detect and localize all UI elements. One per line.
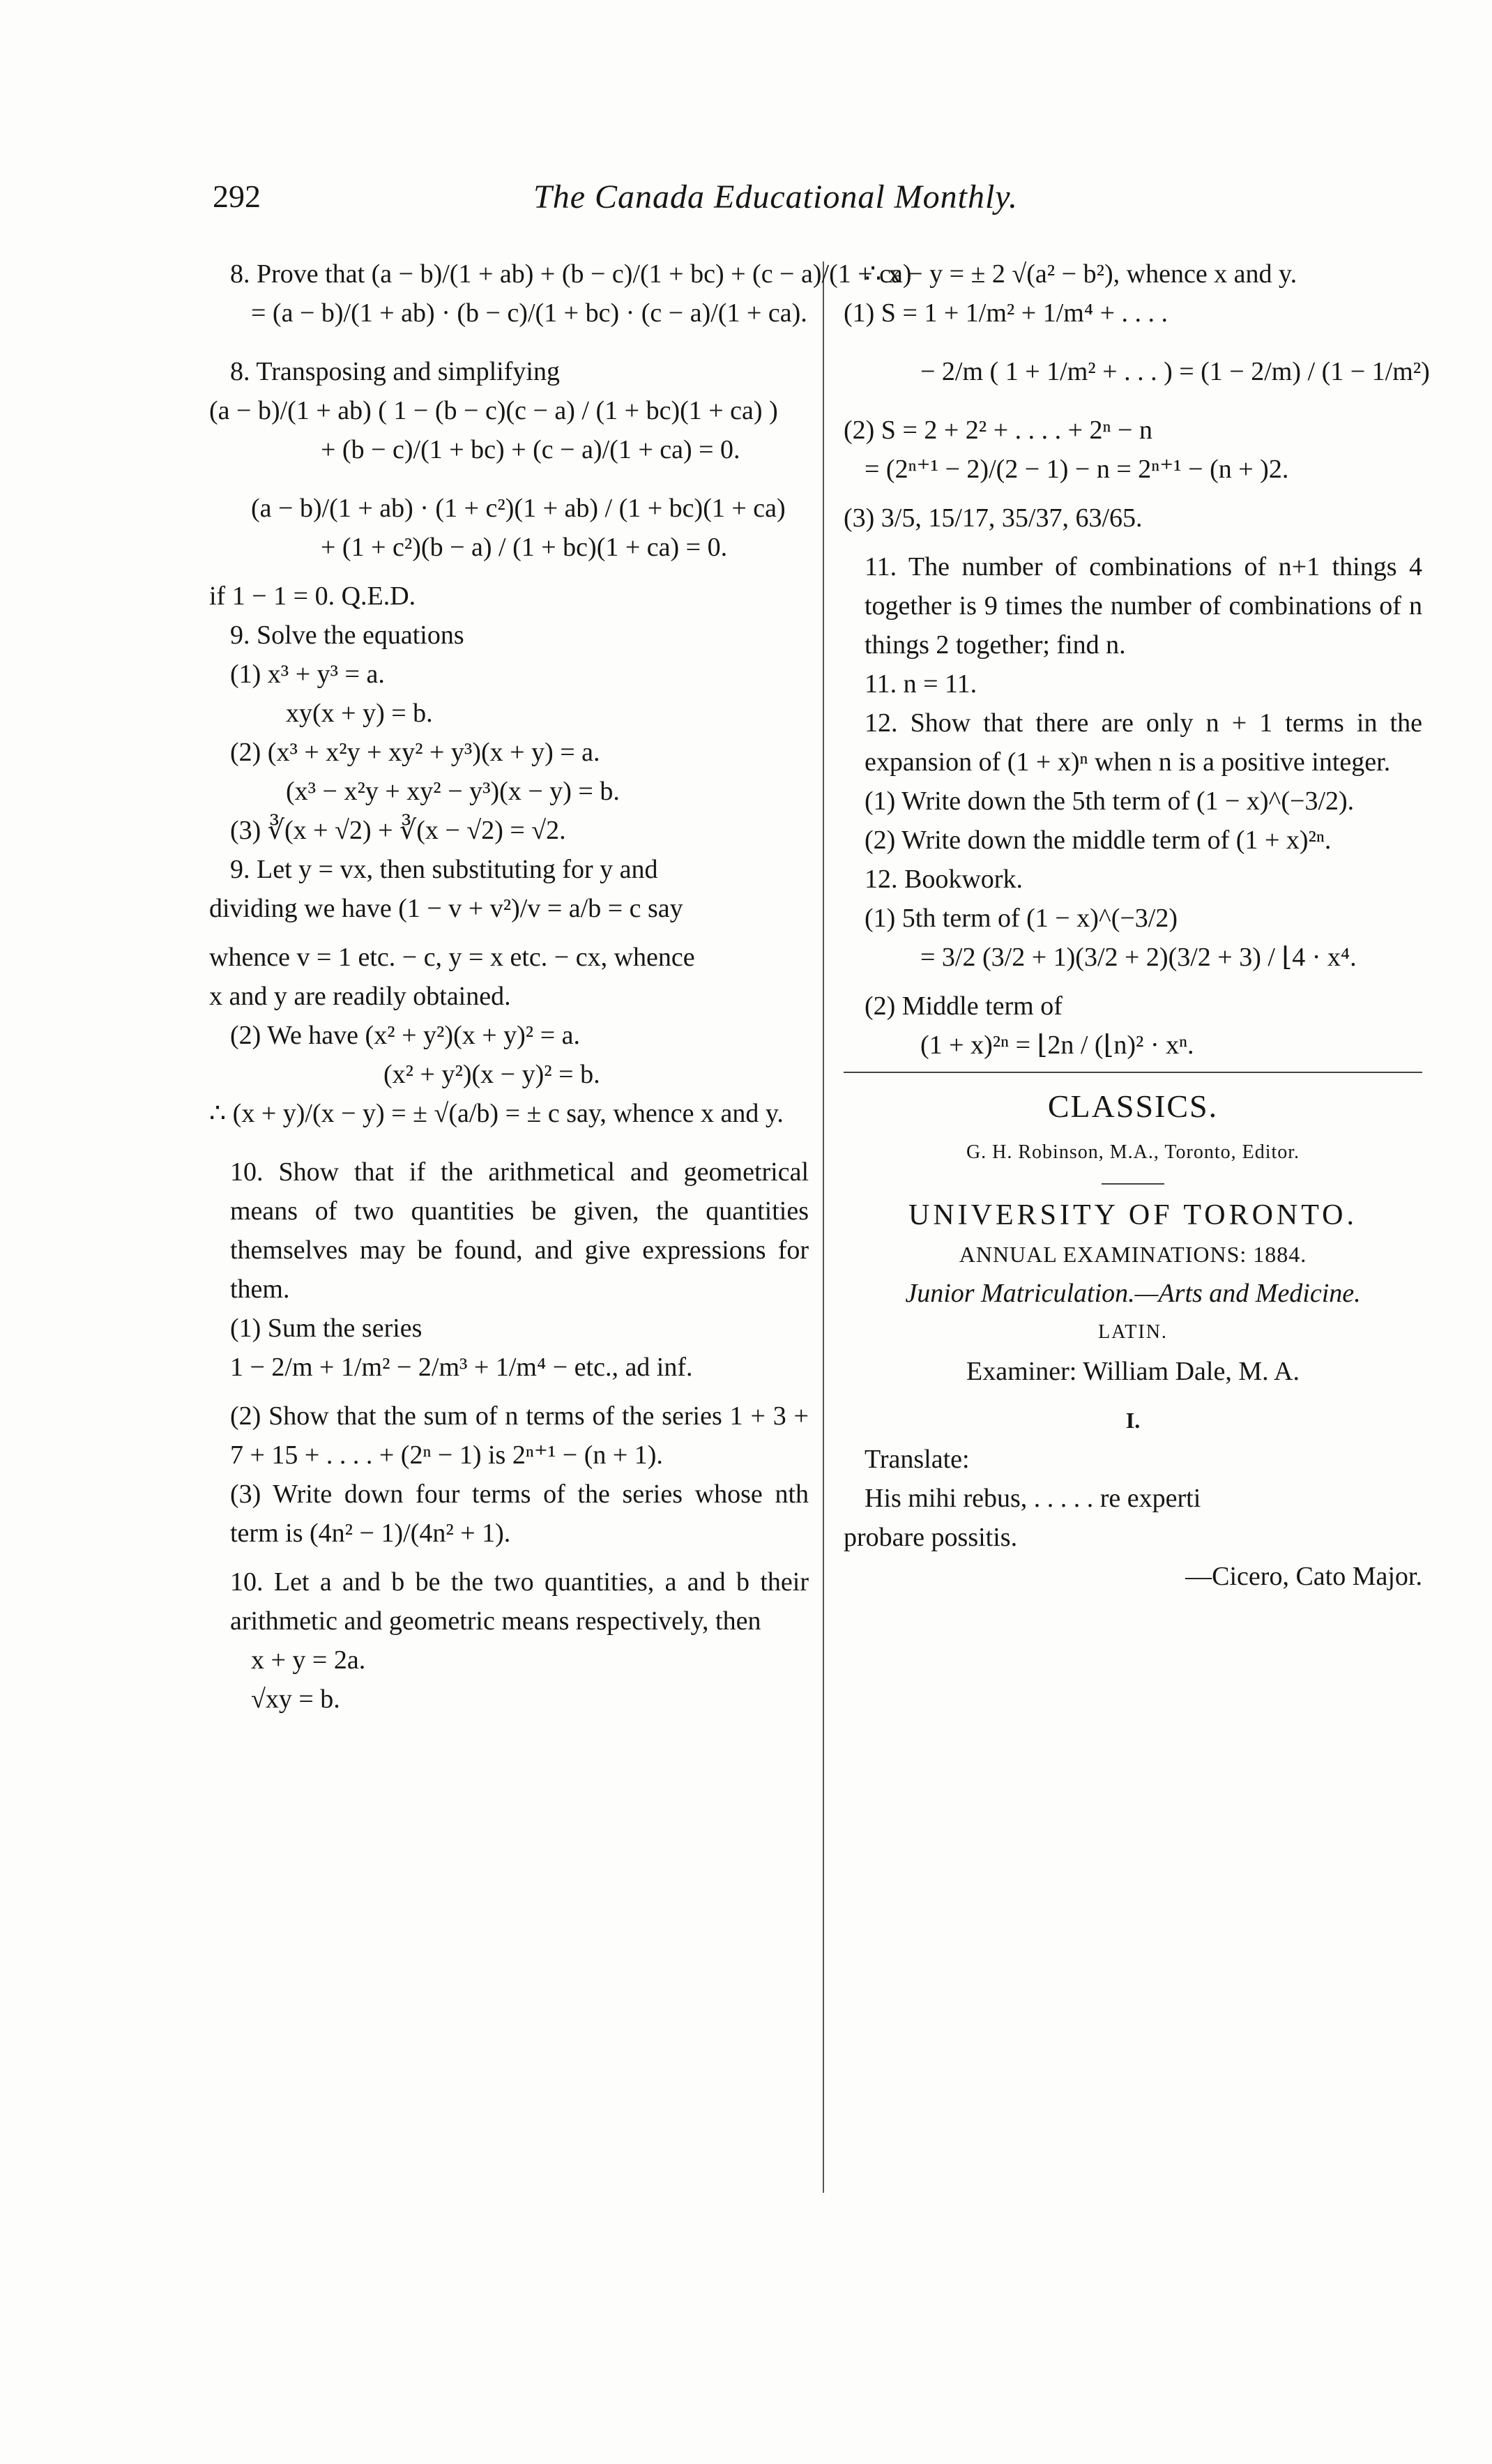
text-line: = (2ⁿ⁺¹ − 2)/(2 − 1) − n = 2ⁿ⁺¹ − (n + )2. [865,455,1289,484]
text-line: (1) x³ + y³ = a. [230,660,385,689]
spacer [209,1133,809,1153]
spacer [844,333,1422,352]
spacer [209,1553,809,1562]
text-line: ∴ (x + y)/(x − y) = ± √(a/b) = ± c say, whence x and y. [209,1099,784,1128]
text-line: = (a − b)/(1 + ab) · (b − c)/(1 + bc) · (c − a)/(1 + ca). [251,298,807,328]
editor-line: G. H. Robinson, M.A., Toronto, Editor. [966,1141,1300,1163]
text-line: ∴ x − y = ± 2 √(a² − b²), whence x and y. [865,259,1297,289]
text-line: 11. n = 11. [865,669,977,699]
text-line: (1) Sum the series [230,1314,423,1343]
spacer [209,928,809,938]
subject-heading: LATIN. [1098,1321,1168,1343]
text-line: (2) (x³ + x²y + xy² + y³)(x + y) = a. [230,738,600,767]
translate-instruction: Translate: [865,1445,970,1474]
text-line: dividing we have (1 − v + v²)/v = a/b = c say [209,894,683,923]
text-line: (1) Write down the 5th term of (1 − x)^(−3/2). [865,786,1355,816]
spacer [844,977,1422,987]
junior-matriculation-heading: Junior Matriculation.—Arts and Medicine. [905,1279,1361,1308]
text-line: 9. Let y = vx, then substituting for y and [230,855,658,884]
text-line: x and y are readily obtained. [209,982,511,1011]
examiner-line: Examiner: William Dale, M. A. [966,1357,1300,1386]
text-line: (1) 5th term of (1 − x)^(−3/2) [865,904,1178,933]
classics-heading: CLASSICS. [1047,1088,1219,1124]
right-column-math [844,254,1430,1065]
spacer [844,489,1422,499]
text-line: = 3/2 (3/2 + 1)(3/2 + 2)(3/2 + 3) / ⌊4 · x⁴. [920,943,1357,972]
text-line: (2) S = 2 + 2² + . . . . + 2ⁿ − n [844,416,1152,445]
text-line: − 2/m ( 1 + 1/m² + . . . ) = (1 − 2/m) / (1 − 1/m²) [920,357,1430,386]
text-line: √xy = b. [251,1685,340,1714]
latin-passage-line-1: His mihi rebus, . . . . . re experti [865,1484,1201,1513]
passage-source: —Cicero, Cato Major. [1185,1562,1422,1591]
university-heading: UNIVERSITY OF TORONTO. [908,1199,1357,1231]
text-line: 10. Let a and b be the two quantities, a and b their arithmetic and geometric means respectively, then [230,1567,809,1636]
column-divider [823,261,824,2193]
text-line: (1) S = 1 + 1/m² + 1/m⁴ + . . . . [844,298,1169,328]
text-line: if 1 − 1 = 0. Q.E.D. [209,581,416,611]
text-line: (1 + x)²ⁿ = ⌊2n / (⌊n)² · xⁿ. [920,1031,1194,1060]
text-line: (3) 3/5, 15/17, 35/37, 63/65. [844,503,1143,533]
text-line: (3) ∛(x + √2) + ∛(x − √2) = √2. [230,816,566,845]
part-number: I. [1125,1408,1141,1433]
text-line: 1 − 2/m + 1/m² − 2/m³ + 1/m⁴ − etc., ad inf. [230,1353,693,1382]
text-line: x + y = 2a. [251,1645,366,1675]
journal-title: The Canada Educational Monthly. [533,178,1018,215]
text-line: 8. Prove that (a − b)/(1 + ab) + (b − c)/(1 + bc) + (c − a)/(1 + ca) [230,259,912,289]
text-line: 10. Show that if the arithmetical and geometrical means of two quantities be given, the quantities themselves may be found, and give expressions for them. [230,1157,809,1304]
text-line: (2) Write down the middle term of (1 + x)²ⁿ. [865,826,1332,855]
spacer [209,469,809,489]
exam-heading: ANNUAL EXAMINATIONS: 1884. [959,1242,1307,1267]
text-line: 12. Show that there are only n + 1 terms in the expansion of (1 + x)ⁿ when n is a positive integer. [865,708,1422,777]
text-line: 12. Bookwork. [865,865,1023,894]
text-line: (2) Middle term of [865,991,1063,1021]
short-divider [1102,1183,1164,1185]
page-header [213,178,1143,227]
text-line: (a − b)/(1 + ab) ( 1 − (b − c)(c − a) / (1 + bc)(1 + ca) ) [209,396,778,425]
spacer [844,391,1422,411]
spacer [209,567,809,577]
text-line: (x² + y²)(x − y)² = b. [383,1060,600,1089]
spacer [209,1387,809,1397]
text-line: (x³ − x²y + xy² − y³)(x − y) = b. [286,777,620,806]
latin-passage-line-2: probare possitis. [844,1523,1018,1552]
text-line: + (1 + c²)(b − a) / (1 + bc)(1 + ca) = 0. [321,533,728,562]
text-line: (a − b)/(1 + ab) · (1 + c²)(1 + ab) / (1 + bc)(1 + ca) [251,494,786,523]
text-line: whence v = 1 etc. − c, y = x etc. − cx, whence [209,943,695,972]
text-line: (2) We have (x² + y²)(x + y)² = a. [230,1021,580,1050]
text-line: 11. The number of combinations of n+1 things 4 together is 9 times the number of combinations of n things 2 together; find n. [865,552,1422,660]
spacer [844,538,1422,547]
text-line: (2) Show that the sum of n terms of the series 1 + 3 + 7 + 15 + . . . . + (2ⁿ − 1) is 2ⁿ⁺¹ − (n + 1). [230,1401,809,1470]
text-line: xy(x + y) = b. [286,699,433,728]
text-line: (3) Write down four terms of the series whose nth term is (4n² − 1)/(4n² + 1). [230,1480,809,1548]
right-column [844,254,1430,1596]
left-column [209,254,912,1719]
text-line: 8. Transposing and simplifying [230,357,560,386]
page-number: 292 [213,178,261,214]
text-line: + (b − c)/(1 + bc) + (c − a)/(1 + ca) = 0. [321,435,740,464]
section-divider [844,1072,1422,1073]
text-line: 9. Solve the equations [230,621,464,650]
spacer [209,333,809,352]
